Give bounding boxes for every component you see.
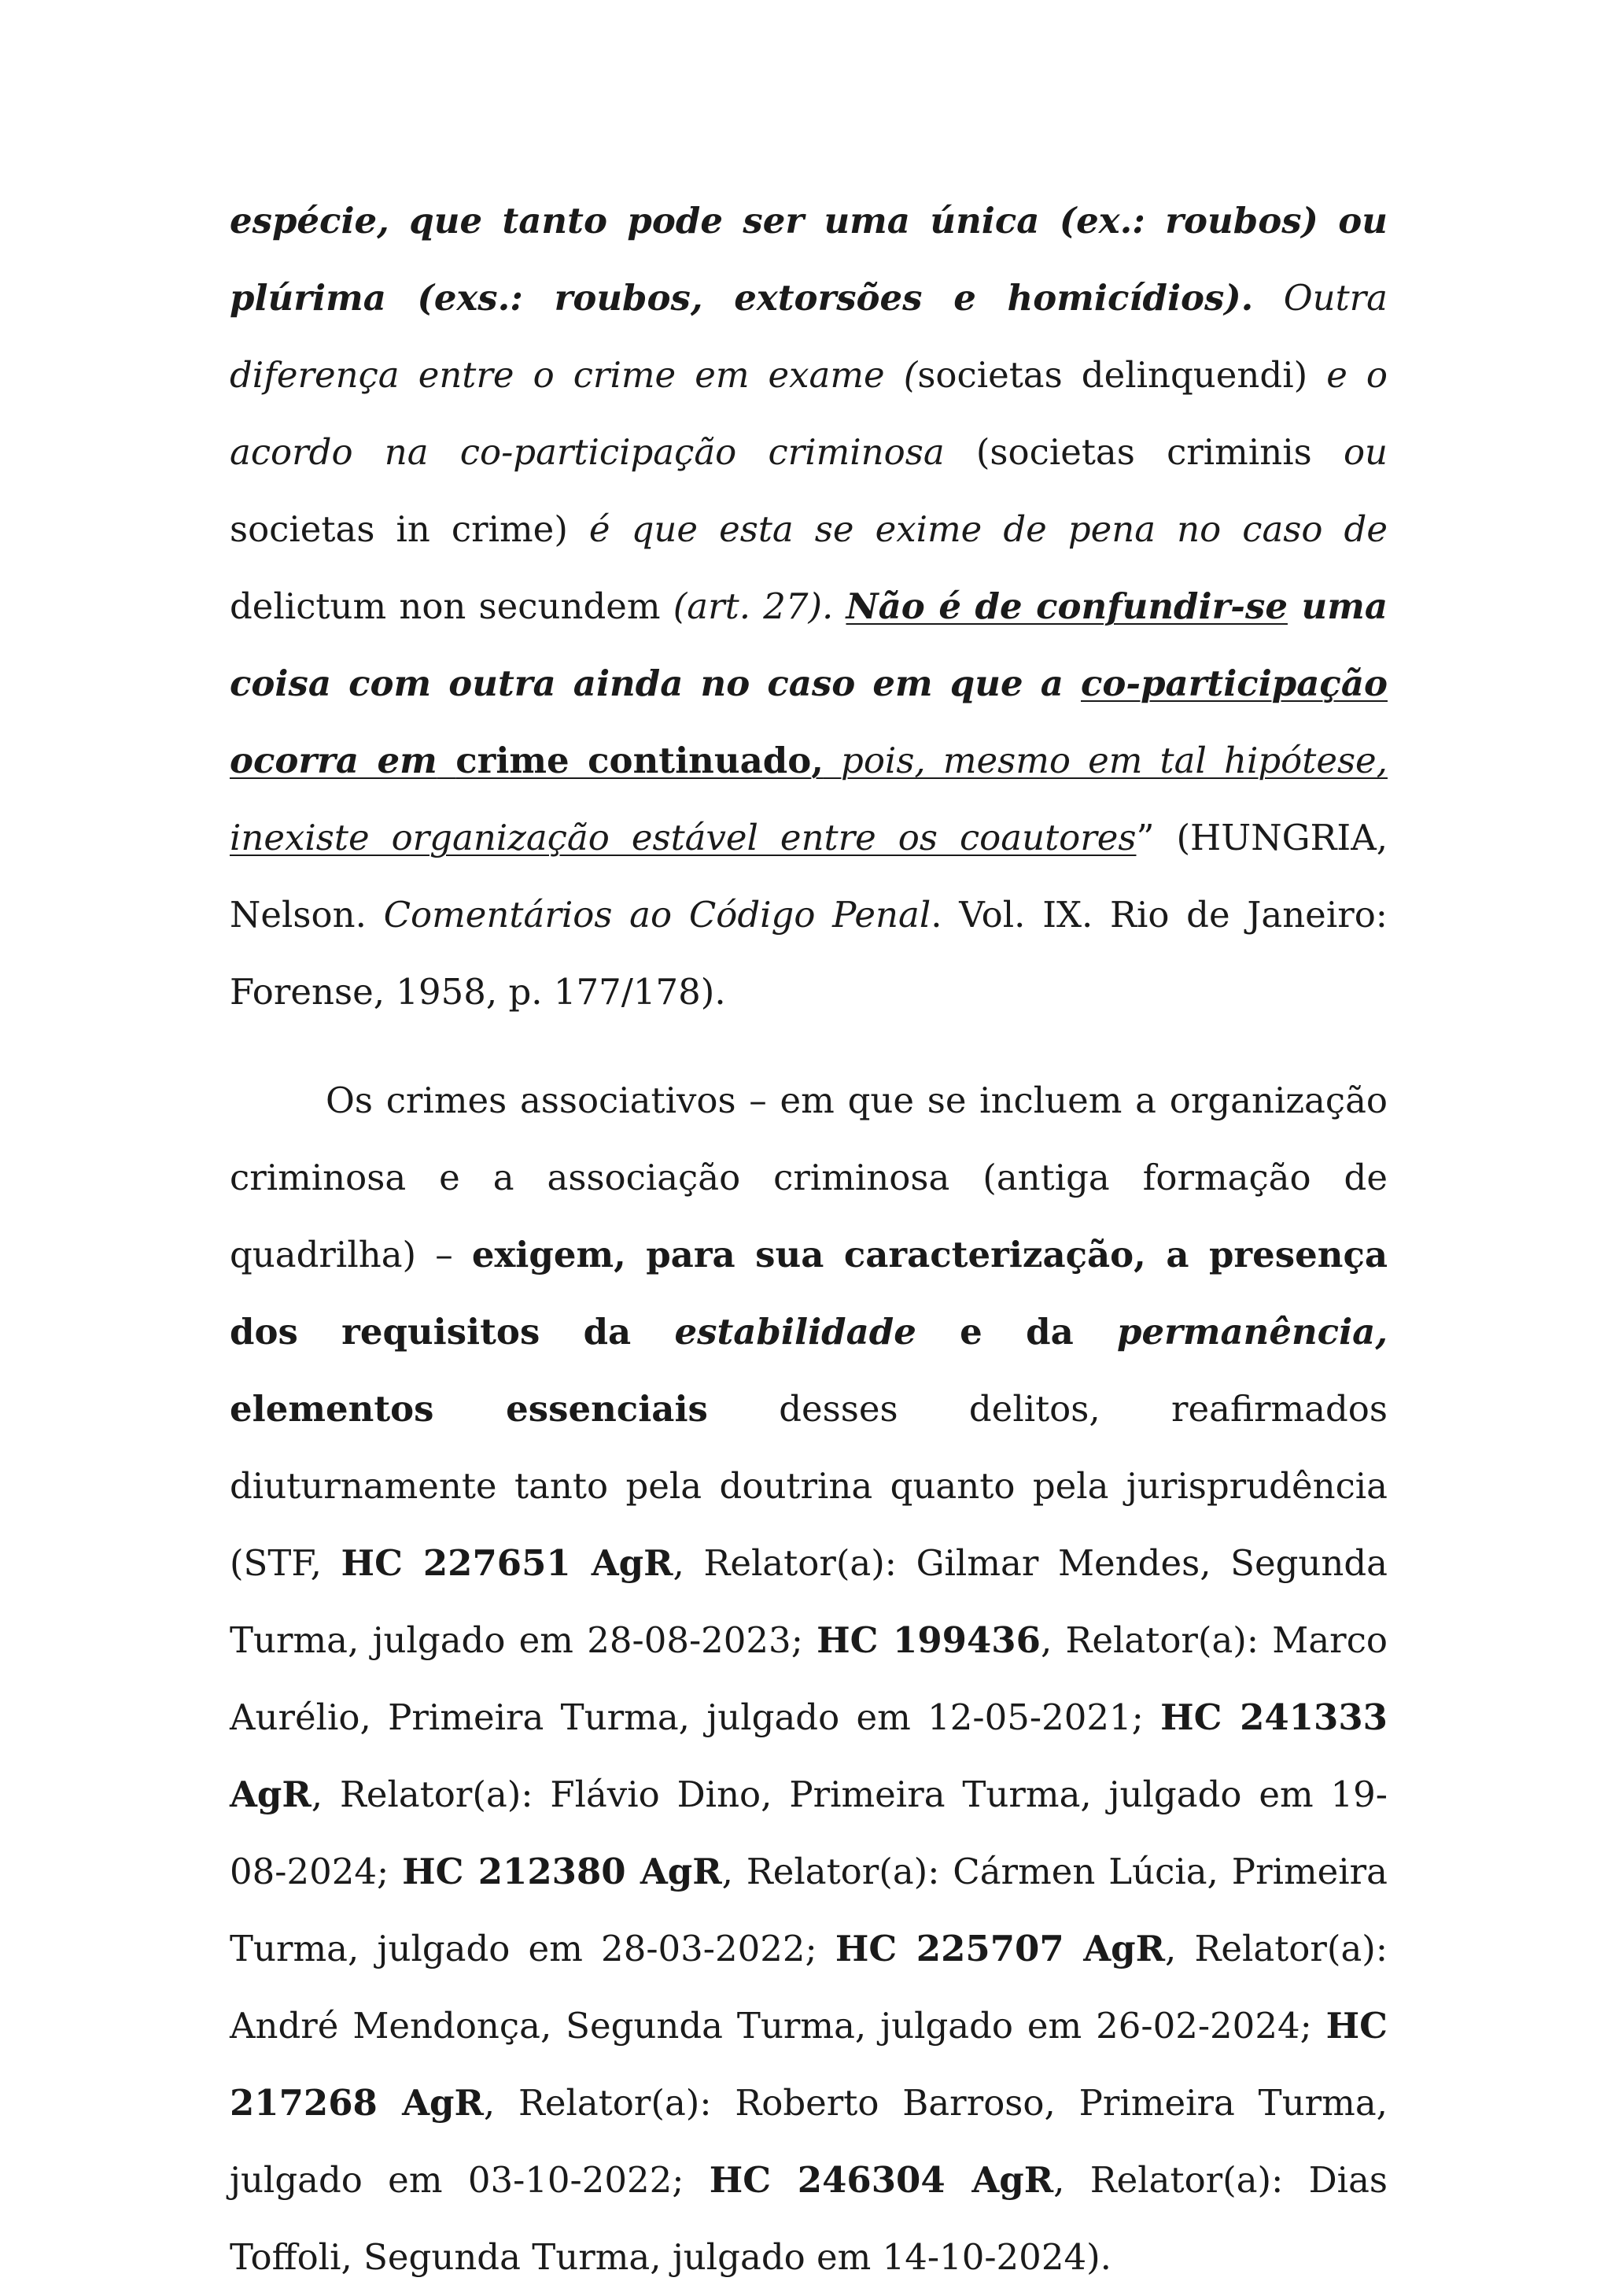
text-run: ,: [811, 740, 824, 781]
case-citation: HC 217268 AgR: [230, 2005, 1388, 2124]
case-citation: HC 212380 AgR: [402, 1851, 722, 1892]
text-run: Os crimes associativos – em que se incluem a organização criminosa e a associação criminosa (antiga formação de quadrilha) –: [230, 1080, 1388, 1275]
case-citation: HC 246304 AgR: [709, 2159, 1054, 2201]
text-run: exigem, para sua caracterização, a presença dos requisitos da: [230, 1234, 1388, 1353]
text-run: , Relator(a): Marco Aurélio, Primeira Turma, julgado em 12-05-2021;: [230, 1619, 1388, 1738]
text-run: (societas criminis: [975, 431, 1344, 473]
text-run: co-participação ocorra em: [230, 663, 1388, 781]
text-run: elementos essenciais: [230, 1388, 708, 1430]
body-paragraph: [230, 1062, 1388, 2296]
case-citation: HC 225707 AgR: [835, 1928, 1165, 1969]
text-run: ou: [1343, 431, 1388, 473]
case-citation: HC 199436: [817, 1619, 1041, 1661]
quotation-paragraph: [230, 183, 1388, 1031]
text-run: (HUNGRIA, Nelson.: [230, 817, 1388, 936]
text-run: . Vol. IX. Rio de Janeiro: Forense, 1958, p. 177/178).: [230, 894, 1388, 1013]
text-run: espécie, que tanto pode ser uma única (ex.: roubos) ou plúrima (exs.: roubos, extorsões e homicídios).: [230, 200, 1388, 319]
text-run: estabilidade: [674, 1311, 916, 1353]
text-run: Comentários ao Código Penal: [383, 894, 931, 936]
text-run: é que esta se exime de pena no caso de: [567, 508, 1388, 550]
document-page: [230, 183, 1388, 2296]
case-citation: HC 241333 AgR: [230, 1696, 1388, 1815]
text-run: ”: [1136, 817, 1155, 858]
text-run: , Relator(a): André Mendonça, Segunda Turma, julgado em 26-02-2024;: [230, 1928, 1388, 2047]
text-run: e da: [916, 1311, 1118, 1353]
text-run: Outra diferença entre o crime em exame (: [230, 277, 1388, 396]
text-run: desses delitos, reafirmados diuturnamente tanto pela doutrina quanto pela jurisprudência (STF,: [230, 1388, 1388, 1584]
text-run: pois, mesmo em tal hipótese, inexiste organização estável entre os coautores: [230, 740, 1388, 858]
case-citation: HC 227651 AgR: [341, 1542, 673, 1584]
text-run: , Relator(a): Cármen Lúcia, Primeira Turma, julgado em 28-03-2022;: [230, 1851, 1388, 1969]
text-run: crime continuado: [455, 740, 812, 781]
text-run: societas in crime): [230, 508, 568, 550]
text-run: uma coisa com outra ainda no caso em que a: [230, 585, 1388, 704]
text-run: , Relator(a): Roberto Barroso, Primeira Turma, julgado em 03-10-2022;: [230, 2082, 1388, 2201]
text-run: , Relator(a): Gilmar Mendes, Segunda Turma, julgado em 28-08-2023;: [230, 1542, 1388, 1661]
text-run: , Relator(a): Flávio Dino, Primeira Turma, julgado em 19-08-2024;: [230, 1774, 1388, 1892]
text-run: Não é de confundir-se: [846, 585, 1288, 627]
text-run: societas delinquendi): [917, 354, 1308, 396]
text-run: , Relator(a): Dias Toffoli, Segunda Turma, julgado em 14-10-2024).: [230, 2159, 1388, 2278]
text-run: [437, 740, 455, 781]
text-run: delictum non secundem: [230, 585, 673, 627]
text-run: (art. 27).: [673, 585, 846, 627]
text-run: e o acordo na co-participação criminosa: [230, 354, 1388, 473]
text-run: permanência,: [1117, 1311, 1388, 1353]
